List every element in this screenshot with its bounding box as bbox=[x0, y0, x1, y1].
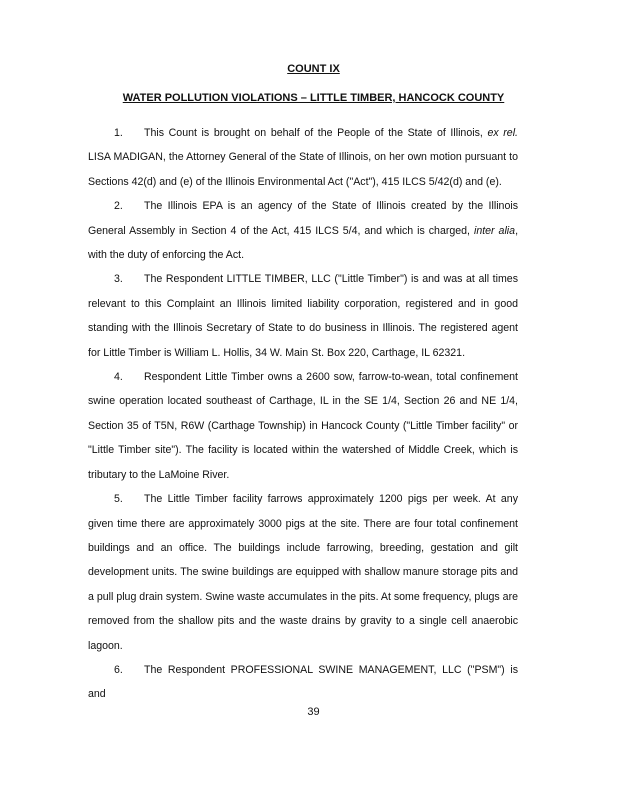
paragraph-number: 1. bbox=[114, 127, 123, 139]
paragraph-4 bbox=[88, 365, 518, 487]
paragraph-5 bbox=[88, 487, 518, 658]
paragraph-number: 6. bbox=[114, 663, 123, 676]
paragraph-text: The Respondent LITTLE TIMBER, LLC ("Little Timber") is and was at all times relevant to this Complaint an Illinois limited liability corporation, registered and in good standing with the Illinois Secretary of State to do business in Illinois. The registered agent for Little Timber is William L. Hollis, 34 W. Main St. Box 220, Carthage, IL 62321. bbox=[88, 273, 518, 359]
paragraph-number: 5. bbox=[114, 493, 123, 506]
page-number: 39 bbox=[307, 706, 320, 718]
paragraph-3 bbox=[88, 267, 518, 365]
paragraph-text: Respondent Little Timber owns a 2600 sow, farrow-to-wean, total confinement swine operation located southeast of Carthage, IL in the SE 1/4, Section 26 and NE 1/4, Section 35 of T5N, R6W (Carthage Township) in Hancock County ("Little Timber facility" or "Little Timber site"). The facility is located within the watershed of Middle Creek, which is tributary to the LaMoine River. bbox=[88, 371, 518, 481]
paragraph-italic: ex rel. bbox=[487, 127, 518, 139]
paragraph-2 bbox=[88, 194, 518, 267]
paragraph-italic: inter alia bbox=[473, 224, 516, 237]
paragraph-1 bbox=[88, 121, 518, 194]
paragraph-text-continued: , with the duty of enforcing the Act. bbox=[88, 224, 519, 262]
paragraph-text: The Little Timber facility farrows approximately 1200 pigs per week. At any given time there are approximately 3000 pigs at the site. There are four total confinement buildings and an office. The buildings include farrowing, breeding, gestation and gilt development units. The swine buildings are equipped with shallow manure storage pits and a pull plug drain system. Swine waste accumulates in the pits. At some frequency, plugs are removed from the shallow pits and the waste drains by gravity to a single cell anaerobic lagoon. bbox=[88, 493, 518, 652]
paragraph-number: 4. bbox=[114, 371, 123, 384]
paragraph-text: This Count is brought on behalf of the People of the State of Illinois, bbox=[144, 127, 488, 139]
paragraph-text: The Illinois EPA is an agency of the State of Illinois created by the Illinois General Assembly in Section 4 of the Act, 415 ILCS 5/4, and which is charged, bbox=[88, 200, 518, 237]
body-text bbox=[88, 121, 518, 707]
paragraph-number: 2. bbox=[114, 200, 123, 213]
paragraph-6 bbox=[88, 658, 518, 707]
count-title: COUNT IX bbox=[287, 63, 340, 75]
section-title: WATER POLLUTION VIOLATIONS – LITTLE TIMBER, HANCOCK COUNTY bbox=[122, 92, 505, 104]
paragraph-text: The Respondent PROFESSIONAL SWINE MANAGEMENT, LLC ("PSM") is and bbox=[88, 663, 518, 701]
paragraph-text-continued: LISA MADIGAN, the Attorney General of the State of Illinois, on her own motion pursuant to Sections 42(d) and (e) of the Illinois Environmental Act ("Act"), 415 ILCS 5/42(d) and (e). bbox=[88, 151, 518, 188]
paragraph-number: 3. bbox=[114, 273, 123, 286]
